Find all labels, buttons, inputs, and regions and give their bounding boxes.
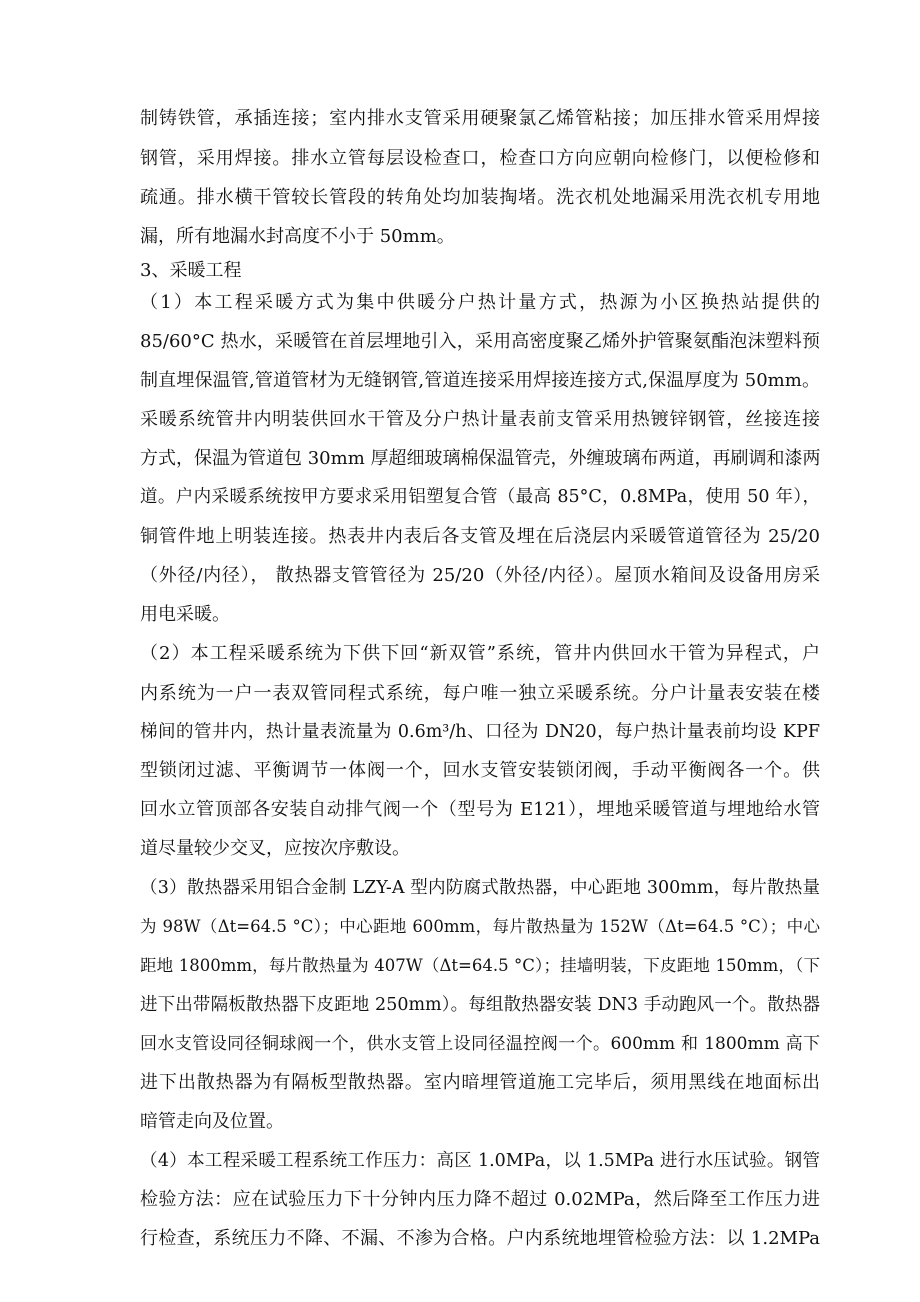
text-line: 型锁闭过滤、平衡调节一体阀一个，回水支管安装锁闭阀，手动平衡阀各一个。供 xyxy=(140,760,820,781)
text-line: （4）本工程采暖工程系统工作压力：高区 1.0MPa，以 1.5MPa 进行水压试验。钢管 xyxy=(140,1151,820,1171)
text-line: 检验方法：应在试验压力下十分钟内压力降不超过 0.02MPa，然后降至工作压力进 xyxy=(140,1189,820,1210)
text-line: 进下出带隔板散热器下皮距地 250mm）。每组散热器安装 DN3 手动跑风一个。散热器 xyxy=(140,995,820,1015)
text-line: 道尽量较少交叉，应按次序敷设。 xyxy=(140,838,410,859)
section-heading: 3、采暖工程 xyxy=(140,260,242,281)
text-line: 回水立管顶部各安装自动排气阀一个（型号为 E121），埋地采暖管道与埋地给水管 xyxy=(140,799,820,820)
text-line: 疏通。排水横干管较长管段的转角处均加装掏堵。洗衣机处地漏采用洗衣机专用地 xyxy=(140,187,820,208)
text-line: 采暖系统管井内明装供回水干管及分户热计量表前支管采用热镀锌钢管，丝接连接 xyxy=(140,409,820,430)
text-line: 方式，保温为管道包 30mm 厚超细玻璃棉保温管壳，外缠玻璃布两道，再刷调和漆两 xyxy=(140,448,821,469)
text-line: 暗管走向及位置。 xyxy=(140,1111,284,1132)
text-line: 制铸铁管，承插连接；室内排水支管采用硬聚氯乙烯管粘接；加压排水管采用焊接 xyxy=(140,108,820,129)
text-line: 道。户内采暖系统按甲方要求采用铝塑复合管（最高 85°C，0.8MPa，使用 50 年）， xyxy=(140,487,820,507)
text-line: 漏，所有地漏水封高度不小于 50mm。 xyxy=(140,226,455,247)
text-line: 距地 1800mm，每片散热量为 407W（Δt=64.5 °C）；挂墙明装，下皮距地 150mm，（下 xyxy=(140,956,820,975)
text-line: 梯间的管井内，热计量表流量为 0.6m³/h、口径为 DN20，每户热计量表前均设 KPF xyxy=(140,722,820,742)
text-line: 回水支管设同径铜球阀一个，供水支管上设同径温控阀一个。600mm 和 1800mm 高下 xyxy=(140,1034,820,1054)
text-line: （1）本工程采暖方式为集中供暖分户热计量方式，热源为小区换热站提供的 xyxy=(140,292,820,313)
text-line: 为 98W（Δt=64.5 °C）；中心距地 600mm，每片散热量为 152W（Δt=64.5 °C）；中心 xyxy=(140,917,820,936)
text-line: 85/60°C 热水，采暖管在首层埋地引入，采用高密度聚乙烯外护管聚氨酯泡沫塑料预 xyxy=(140,331,820,352)
text-line: （外径/内径）， 散热器支管管径为 25/20（外径/内径）。屋顶水箱间及设备用房采 xyxy=(140,565,820,586)
text-line: 内系统为一户一表双管同程式系统，每户唯一独立采暖系统。分户计量表安装在楼 xyxy=(140,683,820,704)
text-line: （2）本工程采暖系统为下供下回“新双管”系统，管井内供回水干管为异程式，户 xyxy=(140,643,820,664)
text-line: 钢管，采用焊接。排水立管每层设检查口，检查口方向应朝向检修门，以便检修和 xyxy=(140,148,820,169)
text-line: （3）散热器采用铝合金制 LZY-A 型内防腐式散热器，中心距地 300mm，每片散热量 xyxy=(140,878,820,898)
text-line: 用电采暖。 xyxy=(140,604,230,625)
text-line: 行检查，系统压力不降、不漏、不渗为合格。户内系统地埋管检验方法：以 1.2MPa xyxy=(140,1228,820,1249)
text-line: 制直埋保温管,管道管材为无缝钢管,管道连接采用焊接连接方式,保温厚度为 50mm。 xyxy=(140,370,820,391)
text-line: 铜管件地上明装连接。热表井内表后各支管及埋在后浇层内采暖管道管径为 25/20 xyxy=(140,526,820,547)
text-line: 进下出散热器为有隔板型散热器。室内暗埋管道施工完毕后，须用黑线在地面标出 xyxy=(140,1072,820,1093)
